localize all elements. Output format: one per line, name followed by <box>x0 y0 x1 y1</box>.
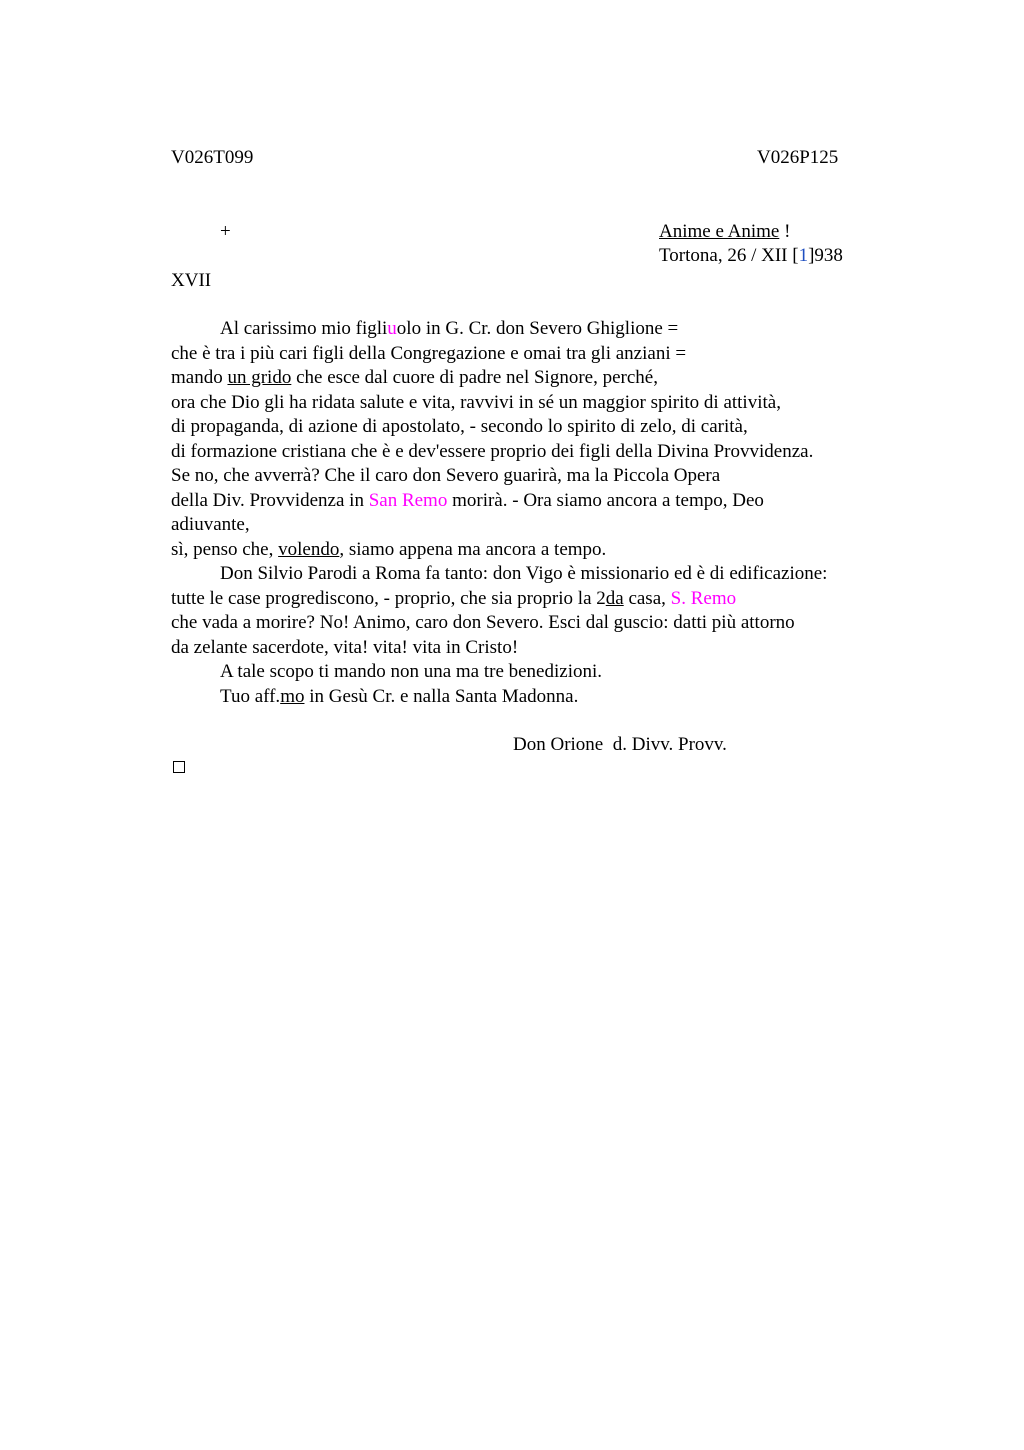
footnote-marker: 1 <box>798 245 809 266</box>
text-segment: in Gesù Cr. e nalla Santa Madonna. <box>304 686 579 707</box>
text-segment: tutte le case progrediscono, - proprio, che sia proprio la 2 <box>171 588 606 609</box>
letter-line: ora che Dio gli ha ridata salute e vita, ravvivi in sé un maggior spirito di attività, <box>171 392 781 413</box>
letter-line: da zelante sacerdote, vita! vita! vita in Cristo! <box>171 637 519 658</box>
underlined-text: da <box>605 588 624 609</box>
text-segment: , siamo appena ma ancora a tempo. <box>339 539 607 560</box>
document-code-left: V026T099 <box>171 147 254 168</box>
place-date-prefix: Tortona, 26 / XII [ <box>659 245 799 266</box>
underlined-text: un grido <box>227 367 292 388</box>
highlighted-text: u <box>387 318 397 339</box>
text-segment: olo in G. Cr. don Severo Ghiglione = <box>396 318 679 339</box>
letter-line <box>220 317 678 341</box>
letter-line <box>171 587 736 611</box>
place-date <box>659 244 843 268</box>
text-segment: della Div. Provvidenza in <box>171 490 369 511</box>
letter-line: Se no, che avverrà? Che il caro don Severo guarirà, ma la Piccola Opera <box>171 465 721 486</box>
motto <box>659 220 790 244</box>
text-segment: morirà. - Ora siamo ancora a tempo, Deo <box>447 490 764 511</box>
letter-line: che vada a morire? No! Animo, caro don Severo. Esci dal guscio: datti più attorno <box>171 612 795 633</box>
letter-line <box>220 685 578 709</box>
end-marker-box <box>173 761 185 773</box>
text-segment: Tuo aff. <box>220 686 281 707</box>
motto-text: Anime e Anime <box>659 221 780 242</box>
text-segment: casa, <box>623 588 671 609</box>
signature: Don Orione d. Divv. Provv. <box>513 734 727 755</box>
place-date-suffix: ]938 <box>808 245 843 266</box>
cross-mark: + <box>220 221 231 242</box>
underlined-text: volendo <box>278 539 340 560</box>
text-segment: che esce dal cuore di padre nel Signore, perché, <box>291 367 658 388</box>
highlighted-text: San Remo <box>368 490 448 511</box>
highlighted-text: S. Remo <box>670 588 737 609</box>
letter-line: che è tra i più cari figli della Congregazione e omai tra gli anziani = <box>171 343 687 364</box>
letter-line: Don Silvio Parodi a Roma fa tanto: don Vigo è missionario ed è di edificazione: <box>220 563 828 584</box>
letter-line <box>171 366 658 390</box>
underlined-text: mo <box>280 686 305 707</box>
text-segment: Al carissimo mio figli <box>220 318 388 339</box>
letter-line: di formazione cristiana che è e dev'essere proprio dei figli della Divina Provvidenza. <box>171 441 814 462</box>
letter-line <box>171 538 606 562</box>
letter-number: XVII <box>171 270 212 291</box>
letter-line: A tale scopo ti mando non una ma tre benedizioni. <box>220 661 603 682</box>
document-code-right: V026P125 <box>757 147 839 168</box>
motto-suffix: ! <box>779 221 791 242</box>
letter-line: di propaganda, di azione di apostolato, - secondo lo spirito di zelo, di carità, <box>171 416 748 437</box>
letter-line <box>171 489 764 513</box>
text-segment: mando <box>171 367 228 388</box>
text-segment: sì, penso che, <box>171 539 279 560</box>
letter-line: adiuvante, <box>171 514 250 535</box>
